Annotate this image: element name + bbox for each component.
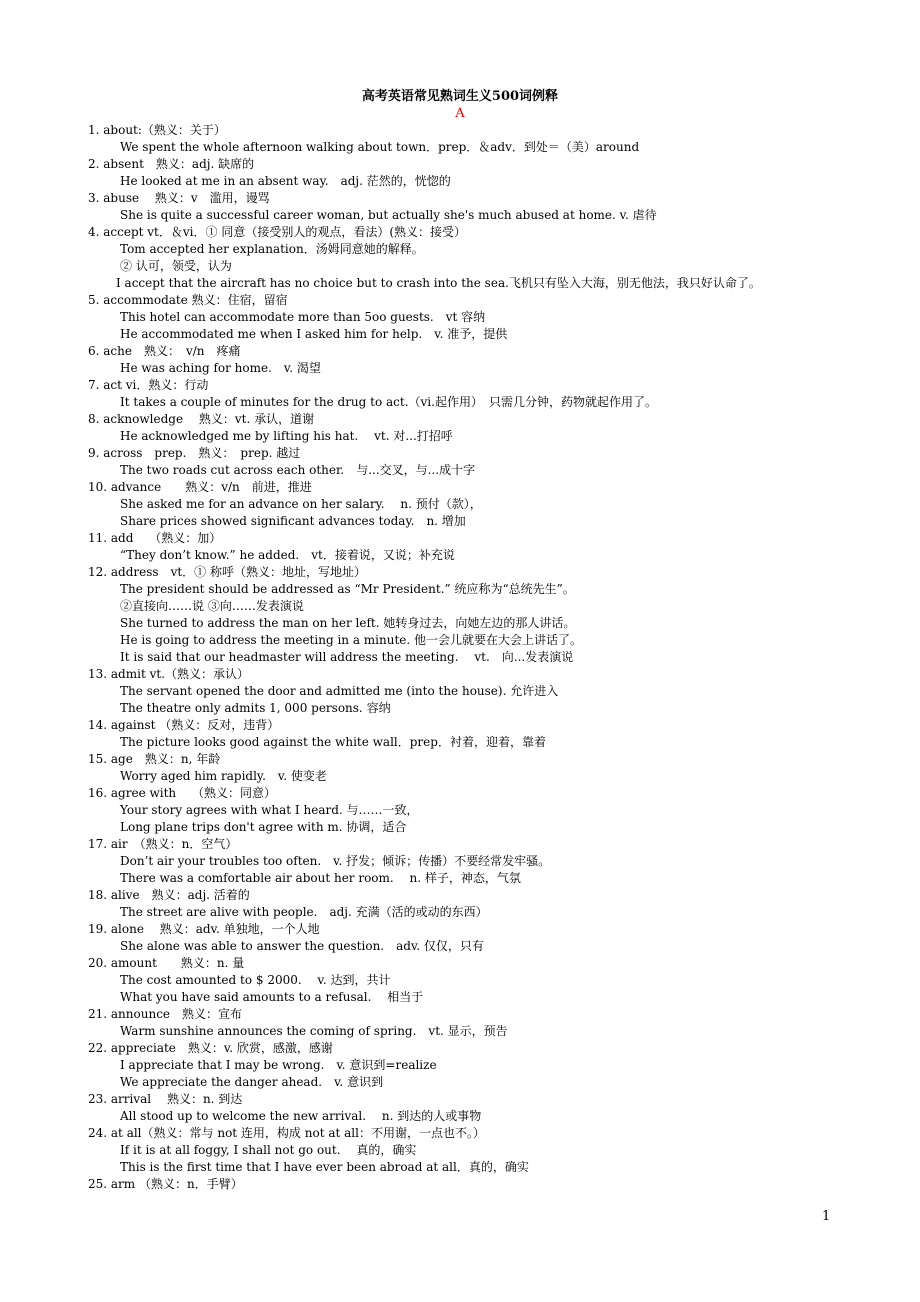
entry-example: The picture looks good against the white wall．prep．衬着，迎着，靠着 bbox=[120, 735, 546, 749]
entry-heading: 1. about:（熟义：关于） bbox=[88, 123, 226, 137]
entry-heading: 11. add （熟义：加） bbox=[88, 531, 222, 545]
entry-example: The cost amounted to $ 2000. v. 达到，共计 bbox=[120, 973, 391, 987]
entry-example: This is the first time that I have ever been abroad at all．真的，确实 bbox=[120, 1160, 529, 1174]
entry-example: We spent the whole afternoon walking about town．prep．＆adv．到处＝（美）around bbox=[120, 140, 640, 154]
entry-example: “They don’t know.” he added. vt．接着说，又说；补充说 bbox=[120, 548, 455, 562]
page-number: 1 bbox=[822, 1209, 831, 1224]
entry-example: All stood up to welcome the new arrival. n. 到达的人或事物 bbox=[120, 1109, 482, 1123]
entry-example: She alone was able to answer the question. adv. 仅仅，只有 bbox=[120, 939, 484, 953]
entry-heading: 24. at all（熟义：常与 not 连用，构成 not at all：不用谢，一点也不。） bbox=[88, 1126, 485, 1140]
entry-example: ② 认可，领受，认为 bbox=[120, 259, 232, 273]
entry-heading: 5. accommodate 熟义：住宿，留宿 bbox=[88, 293, 288, 307]
entry-heading: 14. against （熟义：反对，违背） bbox=[88, 718, 280, 732]
entry-list bbox=[0, 122, 920, 1193]
entry-heading: 21. announce 熟义：宣布 bbox=[88, 1007, 243, 1021]
entry-example: The theatre only admits 1, 000 persons. 容纳 bbox=[120, 701, 391, 715]
entry-example: He looked at me in an absent way. adj. 茫然的，恍惚的 bbox=[120, 174, 451, 188]
entry-example: Worry aged him rapidly. v. 使变老 bbox=[120, 769, 327, 783]
section-letter: A bbox=[455, 106, 465, 121]
entry-heading: 16. agree with （熟义：同意） bbox=[88, 786, 276, 800]
entry-example: The president should be addressed as “Mr President.” 统应称为“总统先生”。 bbox=[120, 582, 575, 596]
entry-example: She is quite a successful career woman, but actually she's much abused at home. v. 虐待 bbox=[120, 208, 657, 222]
entry-example: This hotel can accommodate more than 5oo guests. vt 容纳 bbox=[120, 310, 486, 324]
entry-example: Warm sunshine announces the coming of spring. vt. 显示，预告 bbox=[120, 1024, 508, 1038]
entry-example: Don’t air your troubles too often. v. 抒发；倾诉；传播）不要经常发牢骚。 bbox=[120, 854, 551, 868]
entry-heading: 19. alone 熟义：adv. 单独地，一个人地 bbox=[88, 922, 320, 936]
document-title: 高考英语常见熟词生义500词例释 bbox=[361, 89, 559, 104]
entry-heading: 12. address vt．① 称呼（熟义：地址，写地址） bbox=[88, 565, 366, 579]
entry-example: She asked me for an advance on her salary. n. 预付（款）， bbox=[120, 497, 482, 511]
entry-example: ②直接向……说 ③向……发表演说 bbox=[120, 599, 304, 613]
entry-example: I accept that the aircraft has no choice but to crash into the sea.飞机只有坠入大海，别无他法，我只好认命了。 bbox=[116, 276, 761, 290]
entry-example: There was a comfortable air about her room. n. 样子，神态，气氛 bbox=[120, 871, 521, 885]
entry-heading: 13. admit vt.（熟义：承认） bbox=[88, 667, 250, 681]
entry-heading: 17. air （熟义：n．空气） bbox=[88, 837, 238, 851]
entry-heading: 3. abuse 熟义：v 滥用，谩骂 bbox=[88, 191, 270, 205]
entry-example: Share prices showed significant advances today. n. 增加 bbox=[120, 514, 466, 528]
entry-example: The servant opened the door and admitted me (into the house). 允许进入 bbox=[120, 684, 559, 698]
entry-example: It takes a couple of minutes for the drug to act.（vi.起作用） 只需几分钟，药物就起作用了。 bbox=[120, 395, 657, 409]
entry-heading: 25. arm （熟义：n．手臂） bbox=[88, 1177, 243, 1191]
entry-heading: 7. act vi．熟义：行动 bbox=[88, 378, 209, 392]
entry-heading: 6. ache 熟义： v/n 疼痛 bbox=[88, 344, 241, 358]
entry-example: He is going to address the meeting in a minute. 他一会儿就要在大会上讲话了。 bbox=[120, 633, 583, 647]
entry-example: He accommodated me when I asked him for help. v. 准予，提供 bbox=[120, 327, 508, 341]
entry-example: The two roads cut across each other. 与...交叉，与...成十字 bbox=[120, 463, 476, 477]
entry-example: He acknowledged me by lifting his hat. vt. 对...打招呼 bbox=[120, 429, 453, 443]
entry-example: He was aching for home. v. 渴望 bbox=[120, 361, 321, 375]
entry-heading: 2. absent 熟义：adj. 缺席的 bbox=[88, 157, 255, 171]
entry-heading: 22. appreciate 熟义：v. 欣赏，感激，感谢 bbox=[88, 1041, 333, 1055]
entry-example: It is said that our headmaster will address the meeting. vt. 向...发表演说 bbox=[120, 650, 574, 664]
entry-example: Long plane trips don't agree with m. 协调，适合 bbox=[120, 820, 407, 834]
entry-heading: 10. advance 熟义：v/n 前进，推进 bbox=[88, 480, 312, 494]
entry-heading: 15. age 熟义：n, 年龄 bbox=[88, 752, 221, 766]
entry-heading: 23. arrival 熟义：n. 到达 bbox=[88, 1092, 243, 1106]
entry-example: I appreciate that I may be wrong. v. 意识到=realize bbox=[120, 1058, 437, 1072]
entry-example: The street are alive with people. adj. 充满（活的或动的东西） bbox=[120, 905, 488, 919]
entry-heading: 4. accept vt．＆vi．① 同意（接受别人的观点，看法）(熟义：接受） bbox=[88, 225, 466, 239]
entry-heading: 8. acknowledge 熟义：vt. 承认，道谢 bbox=[88, 412, 315, 426]
entry-heading: 20. amount 熟义：n. 量 bbox=[88, 956, 245, 970]
entry-heading: 9. across prep. 熟义： prep. 越过 bbox=[88, 446, 301, 460]
entry-example: She turned to address the man on her left. 她转身过去，向她左边的那人讲话。 bbox=[120, 616, 576, 630]
entry-heading: 18. alive 熟义：adj. 活着的 bbox=[88, 888, 250, 902]
entry-example: Tom accepted her explanation．汤姆同意她的解释。 bbox=[120, 242, 424, 256]
entry-example: Your story agrees with what I heard. 与……一致， bbox=[120, 803, 419, 817]
entry-example: What you have said amounts to a refusal. 相当于 bbox=[120, 990, 424, 1004]
entry-example: We appreciate the danger ahead. v. 意识到 bbox=[120, 1075, 384, 1089]
entry-example: If it is at all foggy, I shall not go out. 真的，确实 bbox=[120, 1143, 417, 1157]
